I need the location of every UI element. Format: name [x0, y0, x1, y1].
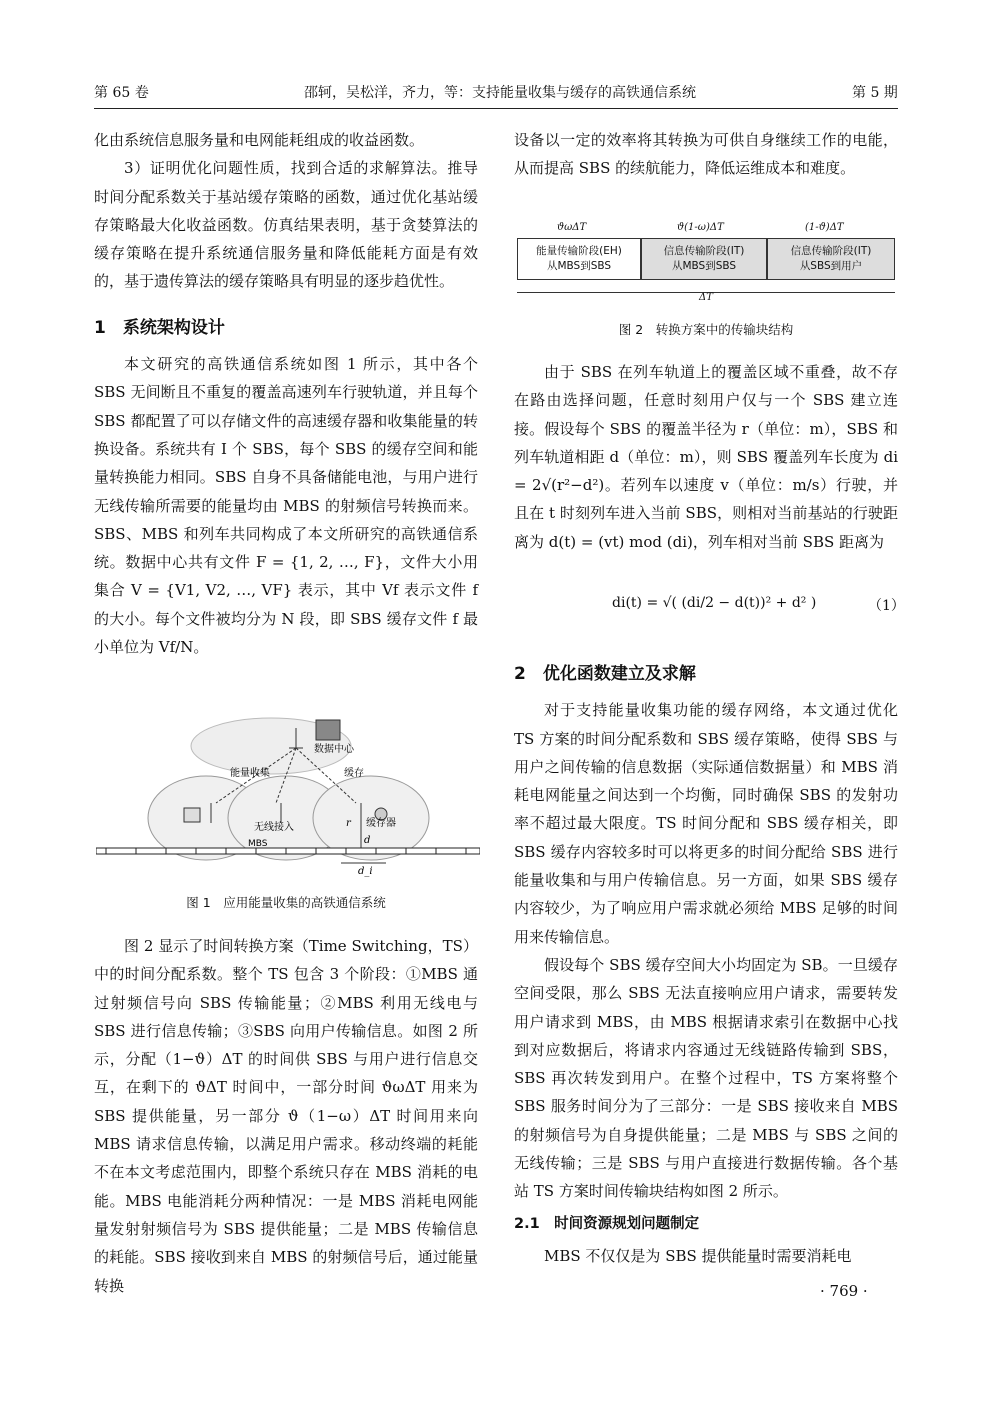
- fig2-top-label-3: (1-ϑ)ΔT: [805, 222, 844, 233]
- right-column-middle: [514, 358, 898, 556]
- left-column: [94, 126, 478, 661]
- paragraph: 本文研究的高铁通信系统如图 1 所示，其中各个 SBS 无间断且不重复的覆盖高速列车行驶轨道，并且每个 SBS 都配置了可以存储文件的高速缓存器和收集能量的转换设备。系统共有 I 个 SBS，每个 SBS 的缓存空间和能量转换能力相同。SBS 自身不具备储能电池，与用户进行无线传输所需要的能量均由 MBS 的射频信号转换而来。SBS、MBS 和列车共同构成了本文所研究的高铁通信系统。数据中心共有文件 F = {1, 2, …, F}，文件大小用集合 V = {V1, V2, …, VF} 表示，其中 Vf 表示文件 f 的大小。每个文件被均分为 N 段，即 SBS 缓存文件 f 最小单位为 Vf/N。: [94, 355, 478, 657]
- figure-2-caption: 图 2 转换方案中的传输块结构: [618, 322, 794, 337]
- fig2-segment-it-mbs: [641, 238, 767, 280]
- fig2-seg2-line1: 信息传输阶段(IT): [663, 245, 745, 257]
- fig2-segment-eh: [517, 238, 641, 280]
- fig1-wireless-access: 无线接入: [254, 822, 294, 833]
- left-column-lower: [94, 932, 478, 1300]
- right-column-top: [514, 126, 898, 183]
- figure-1: [96, 708, 480, 878]
- paragraph: 由于 SBS 在列车轨道上的覆盖区域不重叠，故不存在路由选择问题，任意时刻用户仅与一个 SBS 建立连接。假设每个 SBS 的覆盖半径为 r（单位：m），SBS 和列车轨道相距 d（单位：m），则 SBS 覆盖列车长度为 di = 2√(r²−d²)。若列车以速度 v（单位：m/s）行驶，并且在 t 时刻列车进入当前 SBS，则相对当前基站的行驶距离为 d(t) = (vt) mod (di)，列车相对当前 SBS 距离为: [514, 363, 898, 551]
- fig2-segment-it-sbs: [767, 238, 895, 280]
- running-title: 邵轲，吴松洋，齐力，等：支持能量收集与缓存的高铁通信系统: [304, 85, 696, 101]
- issue-label: 第 5 期: [852, 85, 898, 101]
- paragraph: 图 2 显示了时间转换方案（Time Switching，TS）中的时间分配系数。整个 TS 包含 3 个阶段：①MBS 通过射频信号向 SBS 传输能量；②MBS 利用无线电与SBS 进行信息传输；③SBS 向用户传输信息。如图 2 所示，分配（1−ϑ）ΔT 的时间供 SBS 与用户进行信息交互，在剩下的 ϑΔT 时间中，一部分时间 ϑωΔT 用来为 SBS 提供能量，另一部分 ϑ（1−ω）ΔT 时间用来向 MBS 请求信息传输，以满足用户需求。移动终端的耗能不在本文考虑范围内，即整个系统只存在 MBS 消耗的电能。MBS 电能消耗分两种情况：一是 MBS 消耗电网能量发射射频信号为 SBS 提供能量；二是 MBS 传输信息的耗能。SBS 接收到来自 MBS 的射频信号后，通过能量转换: [94, 937, 478, 1295]
- section-heading-2: 2 优化函数建立及求解: [514, 664, 696, 684]
- fig2-top-label-2: ϑ(1-ω)ΔT: [677, 222, 724, 233]
- fig1-cache: 缓存: [344, 768, 364, 779]
- equation-1-number: （1）: [868, 598, 905, 614]
- section-heading-1: 1 系统架构设计: [94, 317, 225, 338]
- subsection-heading-2-1: 2.1 时间资源规划问题制定: [514, 1215, 700, 1232]
- paragraph: MBS 不仅仅是为 SBS 提供能量时需要消耗电: [544, 1246, 852, 1265]
- fig2-seg1-line2: 从MBS到SBS: [546, 260, 612, 272]
- header-rule: [94, 108, 898, 109]
- page-number: · 769 ·: [820, 1282, 868, 1300]
- fig1-label-d: d: [364, 835, 371, 846]
- paragraph: 假设每个 SBS 缓存空间大小均固定为 SB。一旦缓存空间受限，那么 SBS 无法直接响应用户请求，需要转发用户请求到 MBS，由 MBS 根据请求索引在数据中心找到对应数据后，将请求内容通过无线链路传输到 SBS，SBS 再次转发到用户。在整个过程中，TS 方案将整个 SBS 服务时间分为了三部分：一是 SBS 接收来自 MBS 的射频信号为自身提供能量；二是 MBS 与 SBS 之间的无线传输；三是 SBS 与用户直接进行数据传输。各个基站 TS 方案时间传输块结构如图 2 所示。: [514, 955, 898, 1201]
- fig2-seg2-line2: 从MBS到SBS: [671, 260, 737, 272]
- equation-1: di(t) = √( (di/2 − d(t))² + d² ): [612, 595, 817, 611]
- fig1-cache-device: 缓存器: [366, 818, 396, 829]
- volume-label: 第 65 卷: [94, 85, 149, 101]
- fig1-energy-harvest: 能量收集: [230, 768, 270, 779]
- paragraph: 设备以一定的效率将其转换为可供自身继续工作的电能，从而提高 SBS 的续航能力，降低运维成本和难度。: [514, 131, 898, 178]
- hsr-system-diagram: [96, 708, 480, 878]
- fig2-seg1-line1: 能量传输阶段(EH): [536, 245, 622, 257]
- fig2-seg3-line1: 信息传输阶段(IT): [790, 245, 872, 257]
- fig2-top-label-1: ϑωΔT: [557, 222, 587, 233]
- fig1-data-center: 数据中心: [314, 744, 354, 755]
- fig2-bottom-label: ΔT: [699, 292, 713, 303]
- fig1-label-r: r: [346, 818, 351, 829]
- right-column-lower: [514, 660, 898, 1270]
- fig1-label-di: d_i: [358, 866, 373, 877]
- fig2-seg3-line2: 从SBS到用户: [799, 260, 863, 272]
- fig1-mbs: MBS: [248, 839, 268, 849]
- paragraph: 对于支持能量收集功能的缓存网络，本文通过优化 TS 方案的时间分配系数和 SBS 缓存策略，使得 SBS 与用户之间传输的信息数据（实际通信数据量）和 MBS 消耗电网能量之间达到一个均衡，同时确保 SBS 的发射功率不超过最大限度。TS 时间分配和 SBS 缓存相关，即 SBS 缓存内容较多时可以将更多的时间分配给 SBS 进行能量收集和与用户传输信息。另一方面，如果 SBS 缓存内容较少，为了响应用户需求就必须给 MBS 足够的时间用来传输信息。: [514, 701, 898, 946]
- figure-2: [517, 222, 895, 306]
- paragraph: 3）证明优化问题性质，找到合适的求解算法。推导时间分配系数关于基站缓存策略的函数，通过优化基站缓存策略最大化收益函数。仿真结果表明，基于贪婪算法的缓存策略在提升系统通信服务量和降低能耗方面是有效的，基于遗传算法的缓存策略具有明显的逐步趋优性。: [94, 159, 478, 291]
- paragraph: 化由系统信息服务量和电网能耗组成的收益函数。: [94, 131, 425, 149]
- figure-1-caption: 图 1 应用能量收集的高铁通信系统: [186, 895, 386, 910]
